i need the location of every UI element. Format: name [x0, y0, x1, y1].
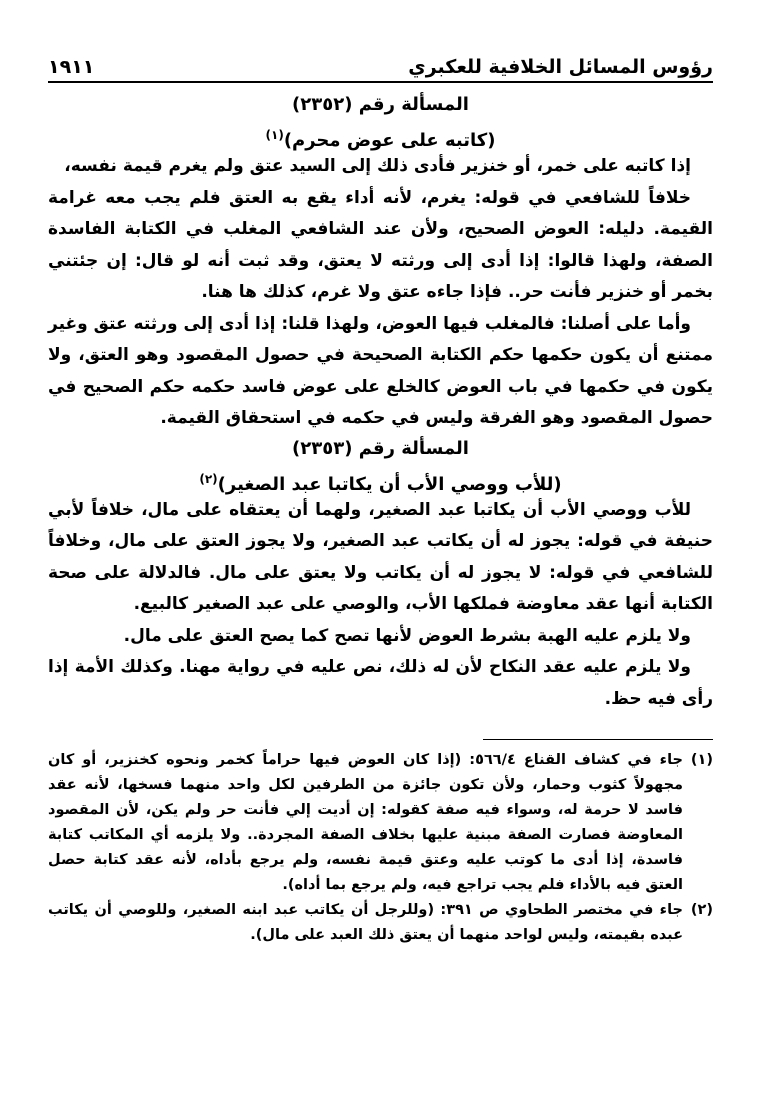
footnote-text: جاء في كشاف القناع ٥٦٦/٤: (إذا كان العوض فيها حراماً كخمر ونحوه كخنزير، أو كان مجهولاً كثوب وحمار، ولأن تكون جائزة من الطرفين لكل واحد منهما فسخها، لأنه عقد فاسد لا حرمة له، وسواء فيه صفة كقوله: إن أديت إلي فأنت حر ولم يكن، لأن المقصود المعاوضة فصارت الصفة مبنية عليها بخلاف الصفة المجردة.. ولا يلزمه أي المكاتب كتابة فاسدة، إذا أدى ما كوتب عليه وعتق قيمة نفسه، ولم يرجع بأداه، لأنه عقد كتابة حصل العتق فيه بالأداء فلم يجب تراجع فيه، ولم يرجع بما أداه).: [48, 752, 683, 893]
footnote: [48, 898, 713, 948]
footnote-number: (٢): [690, 902, 713, 918]
footnote-number: (١): [690, 752, 713, 768]
footnote-ref: (٢): [199, 471, 218, 486]
paragraph: ولا يلزم عليه الهبة بشرط العوض لأنها تصح كما يصح العتق على مال.: [123, 625, 691, 646]
paragraph: ولا يلزم عليه عقد النكاح لأن له ذلك، نص عليه في رواية مهنا. وكذلك الأمة إذا رأى فيه حظ.: [48, 657, 713, 709]
footnote-separator: [483, 739, 713, 740]
footnotes: [48, 748, 713, 948]
book-title: رؤوس المسائل الخلافية للعكبري: [408, 56, 713, 78]
footnote-text: جاء في مختصر الطحاوي ص ٣٩١: (وللرجل أن يكاتب عبد ابنه الصغير، وللوصي أن يكاتب عبده بقيمته، وليس لواحد منهما أن يعتق ذلك العبد على مال).: [48, 902, 683, 943]
issue-title-text: (كاتبه على عوض محرم): [283, 130, 496, 151]
paragraph: إذا كاتبه على خمر، أو خنزير فأدى ذلك إلى السيد عتق ولم يغرم قيمة نفسه،: [64, 156, 691, 176]
issue-title-2353: [48, 463, 713, 495]
paragraph: وأما على أصلنا: فالمغلب فيها العوض، ولهذا قلنا: إذا أدى إلى ورثته عتق وغير ممتنع أن يكون حكمها حكم الكتابة الصحيحة في حصول المقصود وهو العتق، ولا يكون في حكمها في باب العوض كالخلع على عوض فاسد حكمه حكم الصحيح في حصول المقصود وهو الفرقة وليس في حكمه في استحقاق القيمة.: [48, 313, 713, 428]
running-header: [48, 48, 713, 83]
footnote-ref: (١): [265, 128, 284, 142]
issue-body-2352: [48, 151, 713, 435]
paragraph: خلافاً للشافعي في قوله: يغرم، لأنه أداء يقع به العتق فلم يجب معه غرامة القيمة. دليله: العوض الصحيح، ولأن عند الشافعي المغلب في الكتابة الفاسدة الصفة، ولهذا قالوا: إذا أدى إلى ورثته لا يعتق، وقد ثبت أنه لو قال: إن جئتني بخمر أو خنزير فأنت حر.. فإذا جاءه عتق ولا غرم، كذلك ها هنا.: [48, 187, 713, 302]
issue-number-2352: المسألة رقم (٢٣٥٢): [292, 94, 469, 115]
page-number: ١٩١١: [48, 56, 95, 78]
issue-number-2353: المسألة رقم (٢٣٥٣): [292, 437, 469, 459]
paragraph: للأب ووصي الأب أن يكاتبا عبد الصغير، ولهما أن يعتقاه على مال، خلافاً لأبي حنيفة في قوله: يجوز له أن يكاتب عبد الصغير، ولا يجوز العتق على مال، وخلافاً للشافعي في قوله: لا يجوز له أن يكاتب ولا يعتق على مال. فالدلالة على صحة الكتابة أنها عقد معاوضة فملكها الأب، والوصي على عبد الصغير كالبيع.: [48, 499, 713, 614]
footnote: [48, 748, 713, 898]
document-page: [48, 48, 713, 948]
issue-title-2352: [48, 119, 713, 151]
issue-body-2353: [48, 495, 713, 716]
issue-title-text: (للأب ووصي الأب أن يكاتبا عبد الصغير): [217, 473, 562, 495]
